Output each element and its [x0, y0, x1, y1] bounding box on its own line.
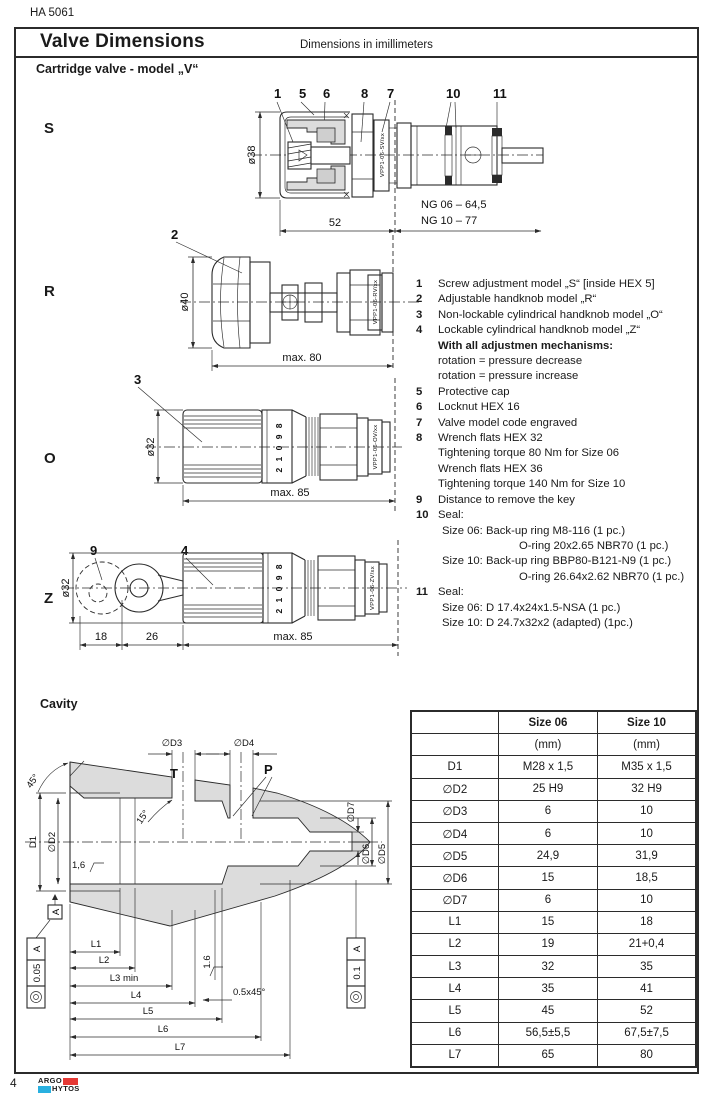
- table-header-row: Size 06 Size 10: [411, 711, 696, 734]
- legend-item: 3 Non-lockable cylindrical handknob model „O“: [416, 308, 663, 321]
- model-letter-s: S: [44, 120, 55, 137]
- callout-10: 10: [446, 86, 461, 101]
- roughness-16a: [72, 860, 104, 872]
- max85-label: max. 85: [273, 631, 313, 643]
- knurled-knob: [183, 410, 262, 483]
- table-row: L6 56,5±5,5 67,5±7,5: [411, 1022, 696, 1044]
- svg-text:0.5x45°: 0.5x45°: [233, 987, 266, 998]
- page-number: 4: [10, 1076, 17, 1090]
- legend-item: 7 Valve model code engraved: [416, 416, 578, 429]
- dia38-label: ø38: [246, 145, 258, 165]
- port-t-label: T: [170, 766, 178, 781]
- dim-dia32: [60, 553, 73, 623]
- legend-item: 9 Distance to remove the key: [416, 493, 575, 506]
- callout-8: 8: [361, 86, 369, 101]
- d6-label: ∅D6: [361, 843, 372, 865]
- callout-3: 3: [134, 372, 142, 387]
- locknut-lower: [317, 169, 335, 183]
- legend-item: Wrench flats HEX 36: [438, 462, 543, 475]
- legend-item: 10 Seal:: [416, 509, 464, 522]
- d4-label: ∅D4: [233, 738, 255, 749]
- tol-right-ref: A: [352, 945, 363, 953]
- dim52-label: 52: [328, 217, 342, 229]
- cavity-section: [70, 762, 370, 926]
- port-p-label: P: [264, 762, 273, 777]
- legend-item: With all adjustmen mechanisms:: [438, 339, 614, 352]
- model-letter-z: Z: [44, 590, 54, 607]
- valve-body: [397, 123, 543, 188]
- legend-item: 11 Seal:: [416, 586, 464, 599]
- title-rule: [14, 56, 699, 58]
- d7-label: ∅D7: [346, 801, 357, 823]
- table-row: ∅D5 24,9 31,9: [411, 845, 696, 867]
- logo-cyan-block: [38, 1086, 51, 1093]
- dim-d4: [206, 738, 277, 754]
- legend-item: 6 Locknut HEX 16: [416, 401, 520, 414]
- scale-digits: 2 1 0 9 8: [274, 562, 284, 614]
- stem: [270, 283, 337, 322]
- ng10-label: NG 10 – 77: [421, 215, 478, 227]
- l1-label: L1: [90, 939, 102, 950]
- callout-5: 5: [299, 86, 307, 101]
- section-cavity-title: Cavity: [40, 697, 78, 711]
- port-t: [172, 750, 195, 842]
- l3-label: L3 min: [109, 973, 139, 984]
- l2-label: L2: [98, 955, 110, 966]
- brand-argo: ARGO: [38, 1076, 63, 1085]
- valve-code-o: VPP1-06-OV/xx: [373, 424, 379, 470]
- legend: [416, 277, 700, 631]
- table-row: L2 19 21+0,4: [411, 933, 696, 955]
- ng06-label: NG 06 – 64,5: [421, 199, 487, 211]
- brand-logo: [38, 1077, 80, 1093]
- d5-label: ∅D5: [377, 843, 388, 865]
- table-row: L5 45 52: [411, 1000, 696, 1022]
- locknut-upper: [317, 128, 335, 142]
- table-row: ∅D7 6 10: [411, 889, 696, 911]
- model-letter-o: O: [44, 450, 56, 467]
- drawing-model-o: [110, 370, 410, 518]
- valve-code-z: VPP1-06-ZV/xx: [370, 566, 376, 610]
- concentricity-icon: [351, 992, 362, 1003]
- callout-9: 9: [90, 543, 98, 558]
- l7-label: L7: [174, 1042, 186, 1053]
- dim-max80: [212, 350, 393, 371]
- legend-item: Tightening torque 140 Nm for Size 10: [438, 478, 626, 491]
- chamfer-dim: [203, 987, 266, 1000]
- svg-text:A: A: [51, 908, 62, 916]
- legend-item: rotation = pressure increase: [438, 370, 579, 383]
- dim-max85: [183, 485, 395, 506]
- table-row: L1 15 18: [411, 911, 696, 933]
- table-row: ∅D6 15 18,5: [411, 867, 696, 889]
- callout-11: 11: [493, 86, 507, 101]
- table-row: D1 M28 x 1,5 M35 x 1,5: [411, 756, 696, 778]
- l6-label: L6: [157, 1024, 169, 1035]
- scale-ring: [262, 410, 292, 483]
- table-row: L7 65 80: [411, 1044, 696, 1067]
- valve-body: [337, 270, 393, 335]
- handknob: [212, 257, 270, 348]
- legend-item: Size 06: Back-up ring M8-116 (1 pc.): [442, 524, 626, 537]
- dim-d2: [47, 798, 58, 884]
- hex-nut: [352, 114, 373, 197]
- svg-text:15°: 15°: [134, 808, 152, 827]
- table-row: ∅D3 6 10: [411, 800, 696, 822]
- table-row: ∅D2 25 H9 32 H9: [411, 778, 696, 800]
- legend-item: 1 Screw adjustment model „S“ [inside HEX 5]: [416, 278, 655, 290]
- dim18-label: 18: [94, 631, 108, 643]
- doc-code: HA 5061: [30, 7, 75, 19]
- dimension-table: [410, 710, 697, 1068]
- legend-item: O-ring 20x2.65 NBR70 (1 pc.): [519, 539, 669, 552]
- section-cartridge-title: Cartridge valve - model „V“: [36, 62, 199, 76]
- brand-hytos: HYTOS: [52, 1084, 80, 1093]
- drawing-model-z: [55, 540, 415, 662]
- tol-left-ref: A: [32, 945, 43, 953]
- scale-digits: 2 1 0 9 8: [274, 421, 284, 473]
- legend-item: Size 10: D 24.7x32x2 (adapted) (1pc.): [442, 616, 633, 629]
- legend-item: O-ring 26.64x2.62 NBR70 (1 pc.): [519, 570, 685, 583]
- page-subtitle: Dimensions in imillimeters: [300, 39, 433, 51]
- legend-item: Size 10: Back-up ring BBP80-B121-N9 (1 pc.): [442, 555, 672, 568]
- table-unit-row: (mm) (mm): [411, 734, 696, 756]
- dia40-label: ø40: [179, 292, 191, 312]
- tol-right-val: 0.1: [352, 966, 363, 980]
- drawing-model-s: [235, 84, 545, 244]
- code-ring: [374, 120, 397, 191]
- valve-code-s: VPP1-06-SV/xx: [380, 132, 386, 178]
- table-row: ∅D4 6 10: [411, 822, 696, 844]
- dia32-label: ø32: [60, 578, 72, 598]
- max85-label: max. 85: [270, 487, 310, 499]
- legend-item: 2 Adjustable handknob model „R“: [416, 293, 597, 306]
- page-title: Valve Dimensions: [40, 31, 205, 52]
- callout-2: 2: [171, 227, 179, 242]
- d1-label: D1: [28, 835, 39, 849]
- concentricity-icon: [31, 992, 42, 1003]
- tolerance-frame-left: [27, 920, 50, 1008]
- angle-15: [134, 800, 172, 826]
- table-row: L3 32 35: [411, 956, 696, 978]
- dia32-label: ø32: [145, 437, 157, 457]
- legend-item: 4 Lockable cylindrical handknob model „Z“: [416, 324, 641, 337]
- tolerance-frame-right: [347, 880, 365, 1008]
- datum-a-box: [48, 894, 62, 919]
- dim-d3: [148, 738, 219, 754]
- drawing-cavity: [20, 730, 410, 1070]
- svg-text:45°: 45°: [24, 772, 42, 791]
- l4-label: L4: [130, 990, 142, 1001]
- legend-item: 8 Wrench flats HEX 32: [416, 432, 543, 445]
- valve-code-r: VPP1-06-RV/xx: [373, 279, 379, 325]
- legend-item: Size 06: D 17.4x24x1.5-NSA (1 pc.): [442, 601, 621, 614]
- tol-left-val: 0.05: [32, 963, 43, 983]
- model-letter-r: R: [44, 283, 55, 300]
- drawing-model-r: [150, 225, 430, 377]
- valve-rear: [292, 410, 390, 483]
- legend-item: Tightening torque 80 Nm for Size 06: [438, 447, 620, 460]
- d2-label: ∅D2: [47, 831, 58, 853]
- callout-1: 1: [274, 86, 282, 101]
- table-row: L4 35 41: [411, 978, 696, 1000]
- max80-label: max. 80: [282, 352, 322, 364]
- bottom-dims: [80, 600, 398, 650]
- svg-text:1.6: 1.6: [202, 955, 213, 969]
- callout-6: 6: [323, 86, 331, 101]
- l5-label: L5: [142, 1006, 154, 1017]
- callout-7: 7: [387, 86, 395, 101]
- legend-item: 5 Protective cap: [416, 385, 510, 398]
- legend-item: rotation = pressure decrease: [438, 355, 583, 368]
- dim-dia40: [179, 257, 212, 348]
- dim26-label: 26: [145, 631, 159, 643]
- svg-text:1,6: 1,6: [72, 860, 86, 871]
- d3-label: ∅D3: [161, 738, 183, 749]
- callout-4: 4: [181, 543, 189, 558]
